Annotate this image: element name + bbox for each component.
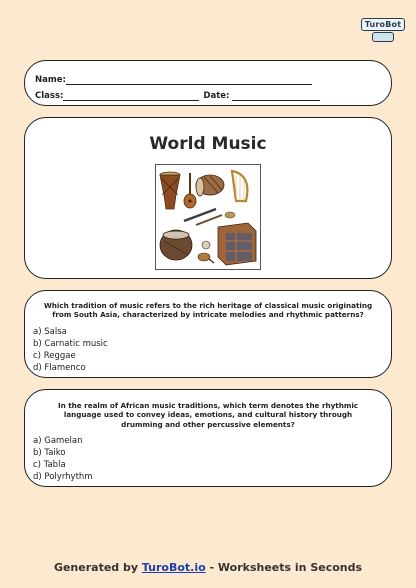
option-c[interactable]: c) Tabla xyxy=(33,460,66,471)
class-label: Class: xyxy=(35,91,64,101)
maraca-icon xyxy=(198,241,214,263)
instruments-illustration xyxy=(156,165,260,269)
footer-suffix: - Worksheets in Seconds xyxy=(205,561,363,574)
instruments-image xyxy=(155,164,261,270)
options-list xyxy=(33,435,383,483)
djembe-drum-icon xyxy=(160,172,180,209)
guitar-icon xyxy=(184,173,196,208)
title-card xyxy=(24,117,392,279)
name-row xyxy=(35,69,381,85)
robot-icon xyxy=(372,32,394,42)
option-b[interactable]: b) Taiko xyxy=(33,448,66,459)
worksheet-title: World Music xyxy=(149,134,267,154)
student-info-card xyxy=(24,60,392,106)
turobot-link[interactable]: TuroBot.io xyxy=(141,561,206,574)
option-a[interactable]: a) Gamelan xyxy=(33,436,83,447)
cajon-box-icon xyxy=(218,223,256,265)
class-field[interactable] xyxy=(63,91,199,101)
logo-text: TuroBot xyxy=(361,18,406,31)
options-list xyxy=(33,326,383,374)
cymbal-icon xyxy=(225,212,235,218)
date-field[interactable] xyxy=(232,91,320,101)
option-d[interactable]: d) Polyrhythm xyxy=(33,472,93,483)
barrel-drum-icon xyxy=(196,175,224,196)
option-b[interactable]: b) Carnatic music xyxy=(33,338,108,349)
question-card-1 xyxy=(24,290,392,378)
flute-icon xyxy=(184,209,222,225)
option-a[interactable]: a) Salsa xyxy=(33,326,67,337)
option-c[interactable]: c) Reggae xyxy=(33,350,76,361)
question-text: Which tradition of music refers to the rich heritage of classical music originating from South Asia, characterized by intricate melodies and rhythmic patterns? xyxy=(43,301,373,320)
turobot-logo xyxy=(362,18,404,48)
name-field[interactable] xyxy=(66,75,312,85)
footer-prefix: Generated by xyxy=(53,561,142,574)
question-card-2 xyxy=(24,389,392,487)
class-date-row xyxy=(35,85,381,101)
question-text: In the realm of African music traditions, which term denotes the rhythmic language used to convey ideas, emotions, and cultural history through drumming and other percussive elements? xyxy=(57,401,359,429)
pot-drum-icon xyxy=(160,230,192,260)
harp-icon xyxy=(232,171,247,201)
footer xyxy=(0,561,416,574)
date-label: Date: xyxy=(203,91,230,101)
option-d[interactable]: d) Flamenco xyxy=(33,362,86,373)
name-label: Name: xyxy=(35,75,66,85)
